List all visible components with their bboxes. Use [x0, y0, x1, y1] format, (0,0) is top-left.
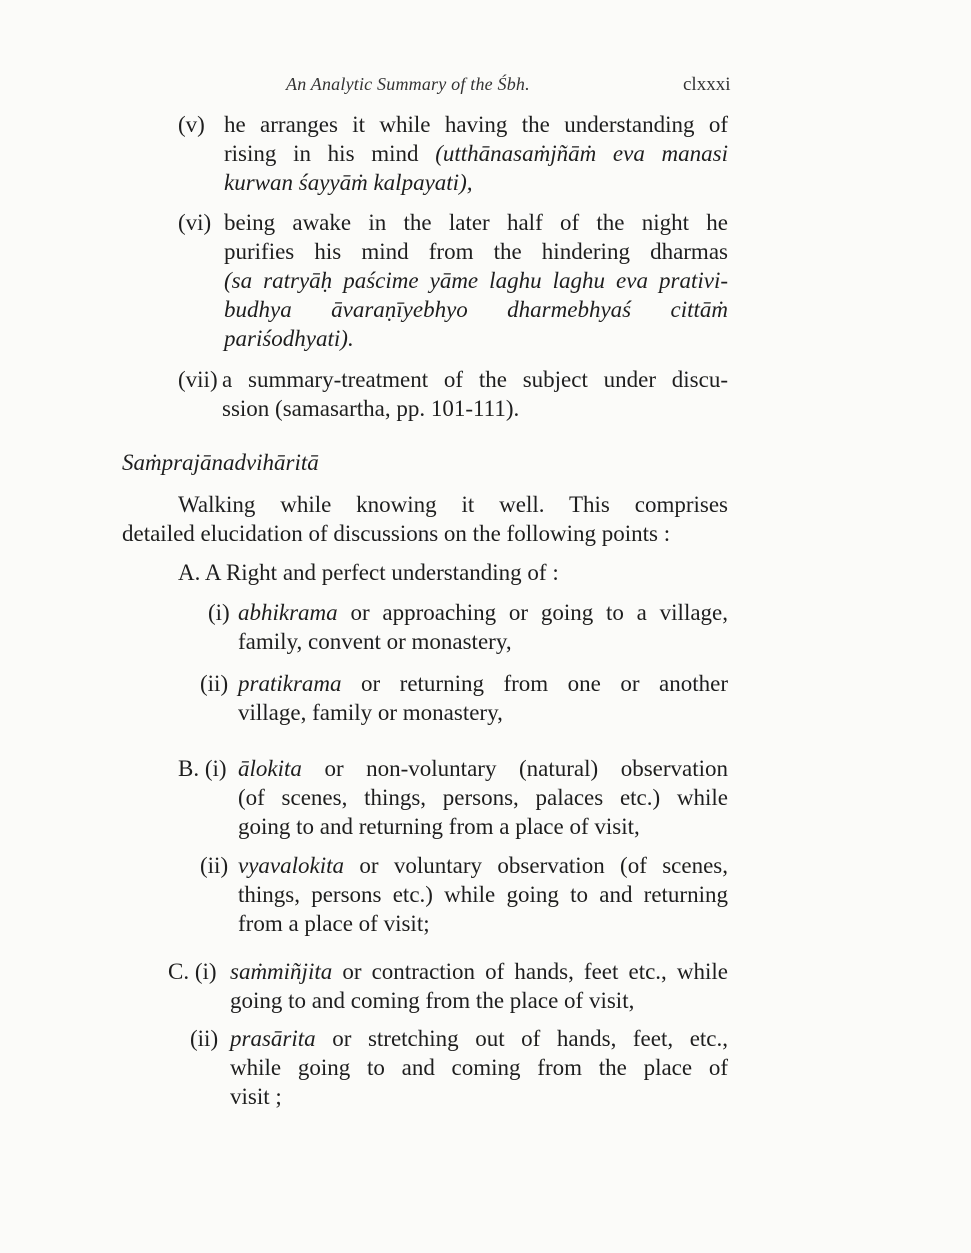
- item-line: budhya āvaraṇīyebhyo dharmebhyaś cittāṁ: [224, 297, 728, 322]
- item-line: pratikrama or returning from one or another: [238, 671, 728, 696]
- item-line: things, persons etc.) while going to and returning: [238, 882, 728, 907]
- item-number: (i): [208, 600, 230, 625]
- item-line: ssion (samasartha, pp. 101-111).: [222, 396, 520, 421]
- item-line: saṁmiñjita or contraction of hands, feet etc., while: [230, 959, 729, 984]
- item-number: (vi): [178, 210, 212, 235]
- point-label: B. (i): [178, 756, 227, 781]
- item-line: he arranges it while having the understanding of: [224, 112, 728, 137]
- item-line: prasārita or stretching out of hands, feet, etc.,: [230, 1026, 728, 1051]
- point-a: [178, 558, 559, 587]
- item-line: while going to and coming from the place of: [230, 1055, 728, 1080]
- page-number: clxxxi: [683, 74, 731, 95]
- intro-line: Walking while knowing it well. This comprises: [178, 492, 728, 517]
- sanskrit-term: saṁmiñjita: [230, 959, 333, 984]
- intro-line: detailed elucidation of discussions on the following points :: [122, 521, 671, 546]
- point-label: A.: [178, 560, 201, 585]
- item-line: pariśodhyati).: [224, 326, 354, 351]
- point-label: C. (i): [168, 959, 217, 984]
- item-number: (ii): [200, 853, 229, 878]
- item-number: (v): [178, 112, 205, 137]
- item-number: (ii): [200, 671, 229, 696]
- item-line: (sa ratryāḥ paścime yāme laghu laghu eva prativi-: [224, 268, 728, 293]
- item-line: ālokita or non-voluntary (natural) observation: [238, 756, 729, 781]
- section-heading: Saṁprajānadvihāritā: [122, 450, 319, 475]
- item-line: going to and returning from a place of visit,: [238, 814, 640, 839]
- item-number: (vii): [178, 367, 218, 392]
- item-line: (of scenes, things, persons, palaces etc.) while: [238, 785, 728, 810]
- item-line: purifies his mind from the hindering dharmas: [224, 239, 728, 264]
- item-line: abhikrama or approaching or going to a village,: [238, 600, 729, 625]
- sanskrit-term: prasārita: [230, 1026, 316, 1051]
- item-line: family, convent or monastery,: [238, 629, 512, 654]
- sanskrit-term: abhikrama: [238, 600, 338, 625]
- item-line: kurwan śayyāṁ kalpayati),: [224, 170, 473, 195]
- item-line: visit ;: [230, 1084, 282, 1109]
- item-line: a summary-treatment of the subject under discu-: [222, 367, 728, 392]
- sanskrit-term: pratikrama: [238, 671, 342, 696]
- sanskrit-term: vyavalokita: [238, 853, 345, 878]
- sanskrit-term: ālokita: [238, 756, 302, 781]
- intro-paragraph: [122, 490, 728, 548]
- item-number: (ii): [190, 1026, 219, 1051]
- item-line: going to and coming from the place of visit,: [230, 988, 635, 1013]
- item-line: vyavalokita or voluntary observation (of scenes,: [238, 853, 728, 878]
- item-line: village, family or monastery,: [238, 700, 503, 725]
- item-line: from a place of visit;: [238, 911, 430, 936]
- point-text: A Right and perfect understanding of :: [204, 560, 559, 585]
- item-line: being awake in the later half of the night he: [224, 210, 728, 235]
- item-line: rising in his mind (utthānasaṁjñāṁ eva manasi: [224, 141, 728, 166]
- running-header-title: An Analytic Summary of the Śbh.: [286, 74, 530, 94]
